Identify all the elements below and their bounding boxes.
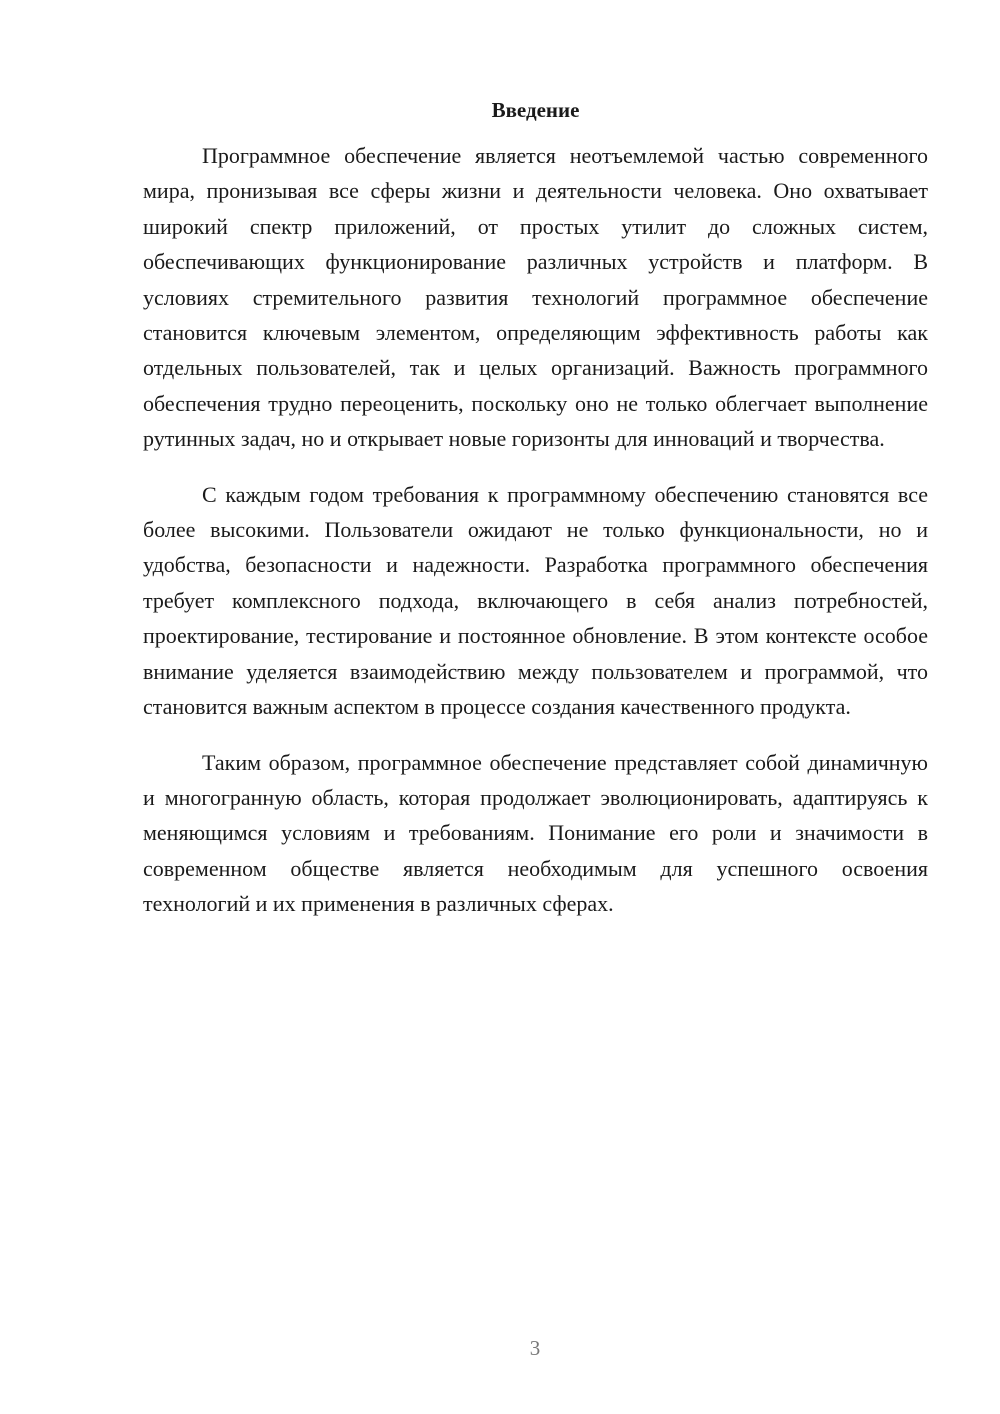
paragraph-3: Таким образом, программное обеспечение представляет собой динамичную и многогранную область, которая продолжает эволюционировать, адаптируясь к меняющимся условиям и требованиям. Понимание его роли и значимости в современном обществе является необходимым для успешного освоения технологий и их применения в различных сферах.: [143, 749, 928, 917]
paragraph-2: С каждым годом требования к программному обеспечению становятся все более высокими. Пользователи ожидают не только функциональности, но и удобства, безопасности и надежности. Разработка программного обеспечения требует комплексного подхода, включающего в себя анализ потребностей, проектирование, тестирование и постоянное обновление. В этом контексте особое внимание уделяется взаимодействию между пользователем и программой, что становится важным аспектом в процессе создания качественного продукта.: [143, 481, 928, 720]
page-content: [143, 94, 928, 942]
section-heading: Введение: [491, 98, 580, 122]
page-number: 3: [529, 1336, 541, 1360]
paragraph-1: Программное обеспечение является неотъемлемой частью современного мира, пронизывая все сферы жизни и деятельности человека. Оно охватывает широкий спектр приложений, от простых утилит до сложных систем, обеспечивающих функционирование различных устройств и платформ. В условиях стремительного развития технологий программное обеспечение становится ключевым элементом, определяющим эффективность работы как отдельных пользователей, так и целых организаций. Важность программного обеспечения трудно переоценить, поскольку оно не только облегчает выполнение рутинных задач, но и открывает новые горизонты для инноваций и творчества.: [143, 143, 928, 452]
